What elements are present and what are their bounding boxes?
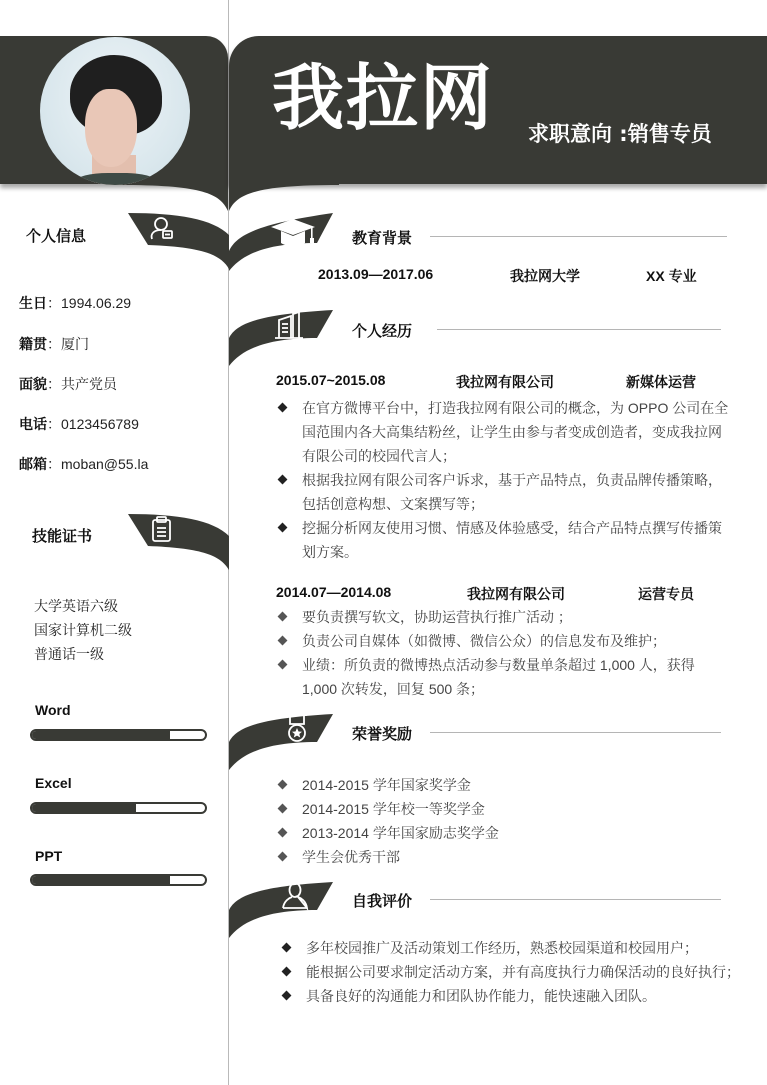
job2-company: 我拉网有限公司 [467, 586, 565, 602]
job1-bullet: 根据我拉网有限公司客户诉求，基于产品特点，负责品牌传播策略，包括创意构想、文案撰写等； [276, 468, 731, 516]
job-intention: 求职意向 :销售专员 [528, 122, 712, 146]
job1-bullets [276, 396, 731, 564]
honor-item: 学生会优秀干部 [276, 845, 731, 869]
job1-bullet: 挖掘分析网友使用习惯、情感及体验感受，结合产品特点撰写传播策划方案。 [276, 516, 731, 564]
experience-title: 个人经历 [352, 323, 413, 340]
candidate-name: 我拉网 [272, 56, 495, 140]
job2-bullet: 要负责撰写软文，协助运营执行推广活动 ； [276, 605, 731, 629]
certificate-item: 普通话一级 [34, 646, 104, 662]
education-rule [430, 236, 727, 237]
education-school: 我拉网大学 [510, 268, 580, 284]
self-evaluation-title: 自我评价 [352, 893, 413, 910]
skill-label-excel: Excel [35, 775, 72, 791]
self-evaluation-list [280, 936, 760, 1008]
self-evaluation-item: 具备良好的沟通能力和团队协作能力，能快速融入团队。 [280, 984, 760, 1008]
info-phone: 电话：0123456789 [19, 416, 139, 432]
profile-photo [40, 37, 190, 185]
honors-list [276, 773, 731, 869]
skill-label-word: Word [35, 702, 71, 718]
info-hometown: 籍贯：厦门 [19, 336, 89, 352]
job2-role: 运营专员 [638, 586, 694, 602]
experience-ribbon [229, 308, 333, 368]
skills-ribbon [128, 514, 229, 572]
personal-info-title: 个人信息 [26, 228, 87, 245]
banner-right-tail [229, 175, 339, 215]
info-birthday: 生日：1994.06.29 [19, 295, 132, 311]
honor-item: 2014-2015 学年校一等奖学金 [276, 797, 731, 821]
info-email[interactable]: 邮箱：moban@55.la [19, 456, 149, 472]
personal-info-ribbon [128, 213, 229, 271]
skills-title: 技能证书 [32, 528, 93, 545]
honors-ribbon [229, 712, 333, 772]
skill-label-ppt: PPT [35, 848, 63, 864]
self-evaluation-item: 多年校园推广及活动策划工作经历，熟悉校园渠道和校园用户； [280, 936, 760, 960]
job1-period: 2015.07~2015.08 [276, 372, 386, 388]
job2-bullets [276, 605, 731, 701]
skill-bar-excel [30, 802, 207, 814]
certificate-list [34, 594, 132, 666]
skill-bar-word [30, 729, 207, 741]
job2-bullet: 业绩：所负责的微博热点活动参与数量单条超过 1,000 人，获得 1,000 次转发，回复 500 条； [276, 653, 731, 701]
education-period: 2013.09—2017.06 [318, 266, 434, 282]
self-evaluation-ribbon [229, 880, 333, 940]
certificate-item: 国家计算机二级 [34, 622, 132, 638]
honors-title: 荣誉奖励 [352, 726, 413, 743]
experience-rule [437, 329, 721, 330]
education-title: 教育背景 [352, 230, 413, 247]
self-evaluation-item: 能根据公司要求制定活动方案，并有高度执行力确保活动的良好执行； [280, 960, 760, 984]
honor-item: 2014-2015 学年国家奖学金 [276, 773, 731, 797]
honor-item: 2013-2014 学年国家励志奖学金 [276, 821, 731, 845]
job1-company: 我拉网有限公司 [456, 374, 554, 390]
honors-rule [430, 732, 721, 733]
info-political-status: 面貌：共产党员 [19, 376, 117, 392]
certificate-item: 大学英语六级 [34, 598, 118, 614]
job2-bullet: 负责公司自媒体（如微博、微信公众）的信息发布及维护； [276, 629, 731, 653]
skill-bar-ppt [30, 874, 207, 886]
education-major: XX 专业 [646, 268, 697, 284]
job2-period: 2014.07—2014.08 [276, 584, 392, 600]
self-evaluation-rule [430, 899, 721, 900]
education-ribbon [229, 213, 333, 273]
job1-bullet: 在官方微博平台中，打造我拉网有限公司的概念，为 OPPO 公司在全国范围内各大高集结粉丝，让学生由参与者变成创造者，变成我拉网有限公司的校园代言人； [276, 396, 731, 468]
job1-role: 新媒体运营 [626, 374, 696, 390]
